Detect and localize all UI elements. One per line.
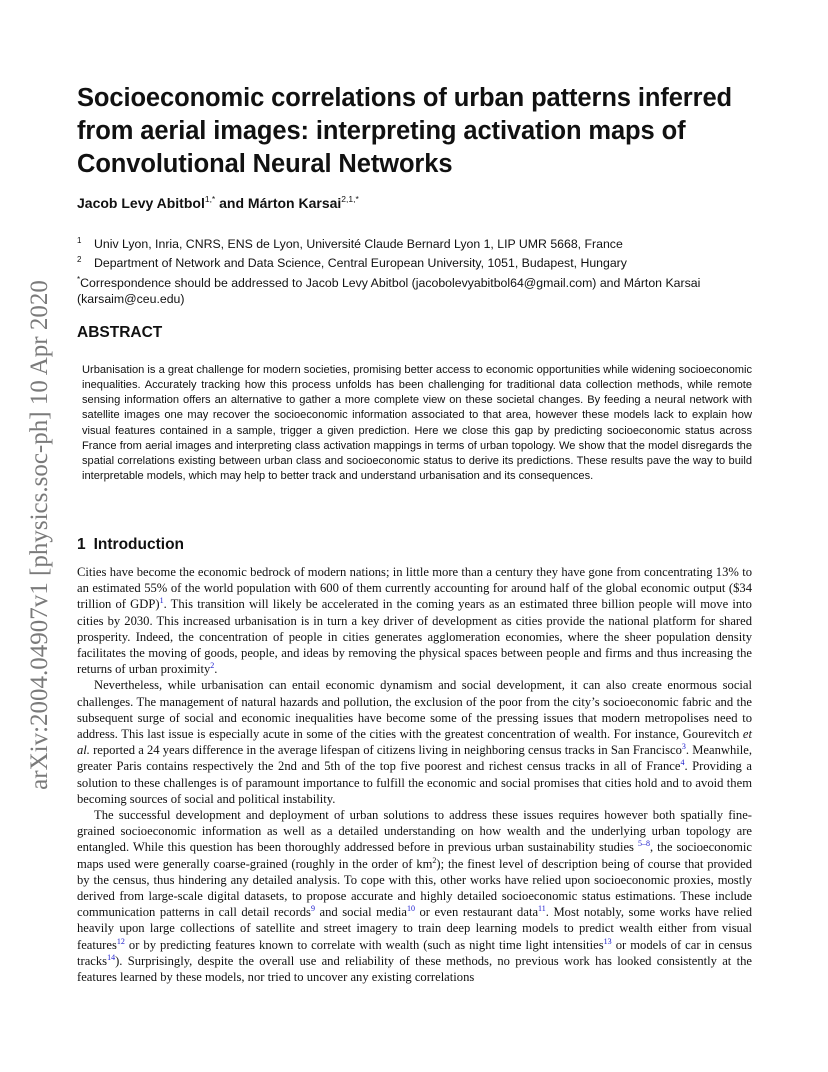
- author-name: Márton Karsai: [247, 195, 342, 211]
- paper-title: Socioeconomic correlations of urban patterns inferred from aerial images: interpreting activation maps of Convolutional Neural Networks: [77, 84, 732, 178]
- body-text: . Providing a solution to these challenges is of paramount importance to fulfill the economic and social promises that cities hold and to avoid them becoming sources of social and political instability.: [77, 759, 752, 806]
- correspondence-marker: *: [77, 274, 81, 284]
- body-paragraph: [77, 807, 752, 985]
- body-paragraph: [77, 677, 752, 807]
- body-text: . This transition will likely be accelerated in the coming years as an estimated three billion people will move into cities by 2030. This increased urbanisation is in turn a key driver of development as cities provide the national platform for shared prosperity. Indeed, the concentration of people in cities generates agglomeration economies, where the sheer population density facilitates the moving of goods, people, and ideas by removing the physical spaces between people and firms and thus increasing the returns of urban proximity: [77, 597, 752, 677]
- affiliation-row: [77, 252, 751, 271]
- body-text: The successful development and deployment of urban solutions to address these issues requires however both spatially fine-grained socioeconomic information as well as a detailed understanding on how wealth and the underlying urban topology are entangled. While this question has been thoroughly addressed before in previous urban sustainability studies: [77, 808, 752, 855]
- author-line: [77, 194, 359, 211]
- body-text: .: [214, 662, 218, 677]
- citation-link[interactable]: 4: [680, 758, 685, 768]
- author-name: Jacob Levy Abitbol: [77, 195, 205, 211]
- exponent: 2: [432, 855, 437, 865]
- section-number: 1: [77, 536, 86, 553]
- author-conjunction: and: [219, 195, 245, 211]
- body-text: . Most notably, some works have relied heavily upon large collections of satellite and street imagery to train deep learning models to predict wealth either from visual features: [77, 905, 752, 952]
- abstract-heading: ABSTRACT: [77, 324, 163, 341]
- body-text: reported a 24 years difference in the average lifespan of citizens living in neighboring census tracks in San Francisco: [89, 743, 682, 758]
- abstract-text: Urbanisation is a great challenge for modern societies, promising better access to economic opportunities while widening socioeconomic inequalities. Accurately tracking how this process unfolds has been challenging for traditional data collection methods, while remote sensing information offers an alternative to gather a more complete view on these societal changes. By feeding a neural network with satellite images one may recover the socioeconomic information associated to that area, however these models lack to explain how visual features contained in a sample, trigger a given prediction. Here we close this gap by predicting socioeconomic status across France from aerial images and interpreting class activation mappings in terms of urban topology. We show that the model disregards the spatial correlations existing between urban class and socioeconomic status to derive its predictions. These results pave the way to build interpretable models, which may help to better track and understand urbanisation and its consequences.: [82, 364, 752, 483]
- citation-link[interactable]: 14: [107, 952, 116, 962]
- introduction-body: [77, 564, 752, 985]
- body-text: Nevertheless, while urbanisation can entail economic dynamism and social development, it can also create enormous social challenges. The management of natural hazards and pollution, the exclusion of the poor from the city’s socioeconomic fabric and the subsequent surge of social and economic inequalities have become some of the pressing issues that modern metropolises need to address. This last issue is especially acute in some of the cities with the greatest concentration of wealth. For instance, Gourevitch: [77, 678, 752, 742]
- body-text: or models of car in census tracks: [77, 937, 752, 968]
- citation-link[interactable]: 3: [681, 742, 686, 752]
- body-text: Cities have become the economic bedrock of modern nations; in little more than a century they have gone from concentrating 13% to an estimated 55% of the world population with 600 of them currently accounting for around half of the global economic output ($34 trillion of GDP): [77, 565, 752, 612]
- affiliation-number: 1: [77, 236, 82, 245]
- body-text-italic: et al.: [77, 727, 752, 758]
- body-text: ); the finest level of description being of course that provided by the census, thus hindering any detailed analysis. To cope with this, other works have relied upon socioeconomic proxies, mostly derived from large-scale digital datasets, to propose accurate and highly detailed socioeconomic status estimations. These include communication patterns in call detail records: [77, 856, 752, 920]
- body-text: ). Surprisingly, despite the overall use and reliability of these methods, no previous work has looked consistently at the features learned by these models, nor tried to uncover any existing correlations: [77, 953, 752, 985]
- arxiv-identifier: arXiv:2004.04907v1 [physics.soc-ph] 10 Apr 2020: [26, 280, 54, 790]
- citation-link[interactable]: 10: [406, 904, 415, 914]
- correspondence-note: [77, 272, 751, 308]
- citation-link[interactable]: 12: [116, 936, 125, 946]
- affiliation-text: Univ Lyon, Inria, CNRS, ENS de Lyon, Université Claude Bernard Lyon 1, LIP UMR 5668, France: [94, 237, 623, 251]
- affiliation-text: Department of Network and Data Science, Central European University, 1051, Budapest, Hungary: [94, 256, 627, 271]
- citation-link[interactable]: 2: [210, 661, 215, 671]
- section-heading: [77, 536, 184, 554]
- body-text: . Meanwhile, greater Paris contains respectively the 2nd and 5th of the top five poorest and richest census tracks in all of France: [77, 743, 752, 774]
- citation-link[interactable]: 9: [310, 904, 315, 914]
- citation-link[interactable]: 1: [159, 596, 164, 606]
- arxiv-identifier-margin: [20, 250, 60, 820]
- citation-link[interactable]: 11: [538, 904, 546, 914]
- affiliation-row: [77, 233, 751, 252]
- body-text: or even restaurant data: [414, 905, 539, 920]
- citation-link[interactable]: 5–8: [637, 839, 650, 849]
- affiliation-number: 2: [77, 255, 82, 265]
- citation-link[interactable]: 13: [603, 936, 612, 946]
- author-affiliation-marker: 2,1,*: [341, 194, 359, 204]
- affiliations: [77, 233, 751, 307]
- body-paragraph: [77, 564, 752, 677]
- body-text: or by predicting features known to correlate with wealth (such as night time light intensities: [124, 937, 604, 952]
- body-text: , the socioeconomic maps used were generally coarse-grained (roughly in the order of km: [77, 840, 752, 871]
- correspondence-text: Correspondence should be addressed to Jacob Levy Abitbol (jacobolevyabitbol64@gmail.com) and Márton Karsai (karsaim@ceu.edu): [77, 275, 701, 306]
- author-affiliation-marker: 1,*: [204, 194, 216, 204]
- body-text: and social media: [314, 905, 407, 920]
- section-title: Introduction: [93, 536, 185, 553]
